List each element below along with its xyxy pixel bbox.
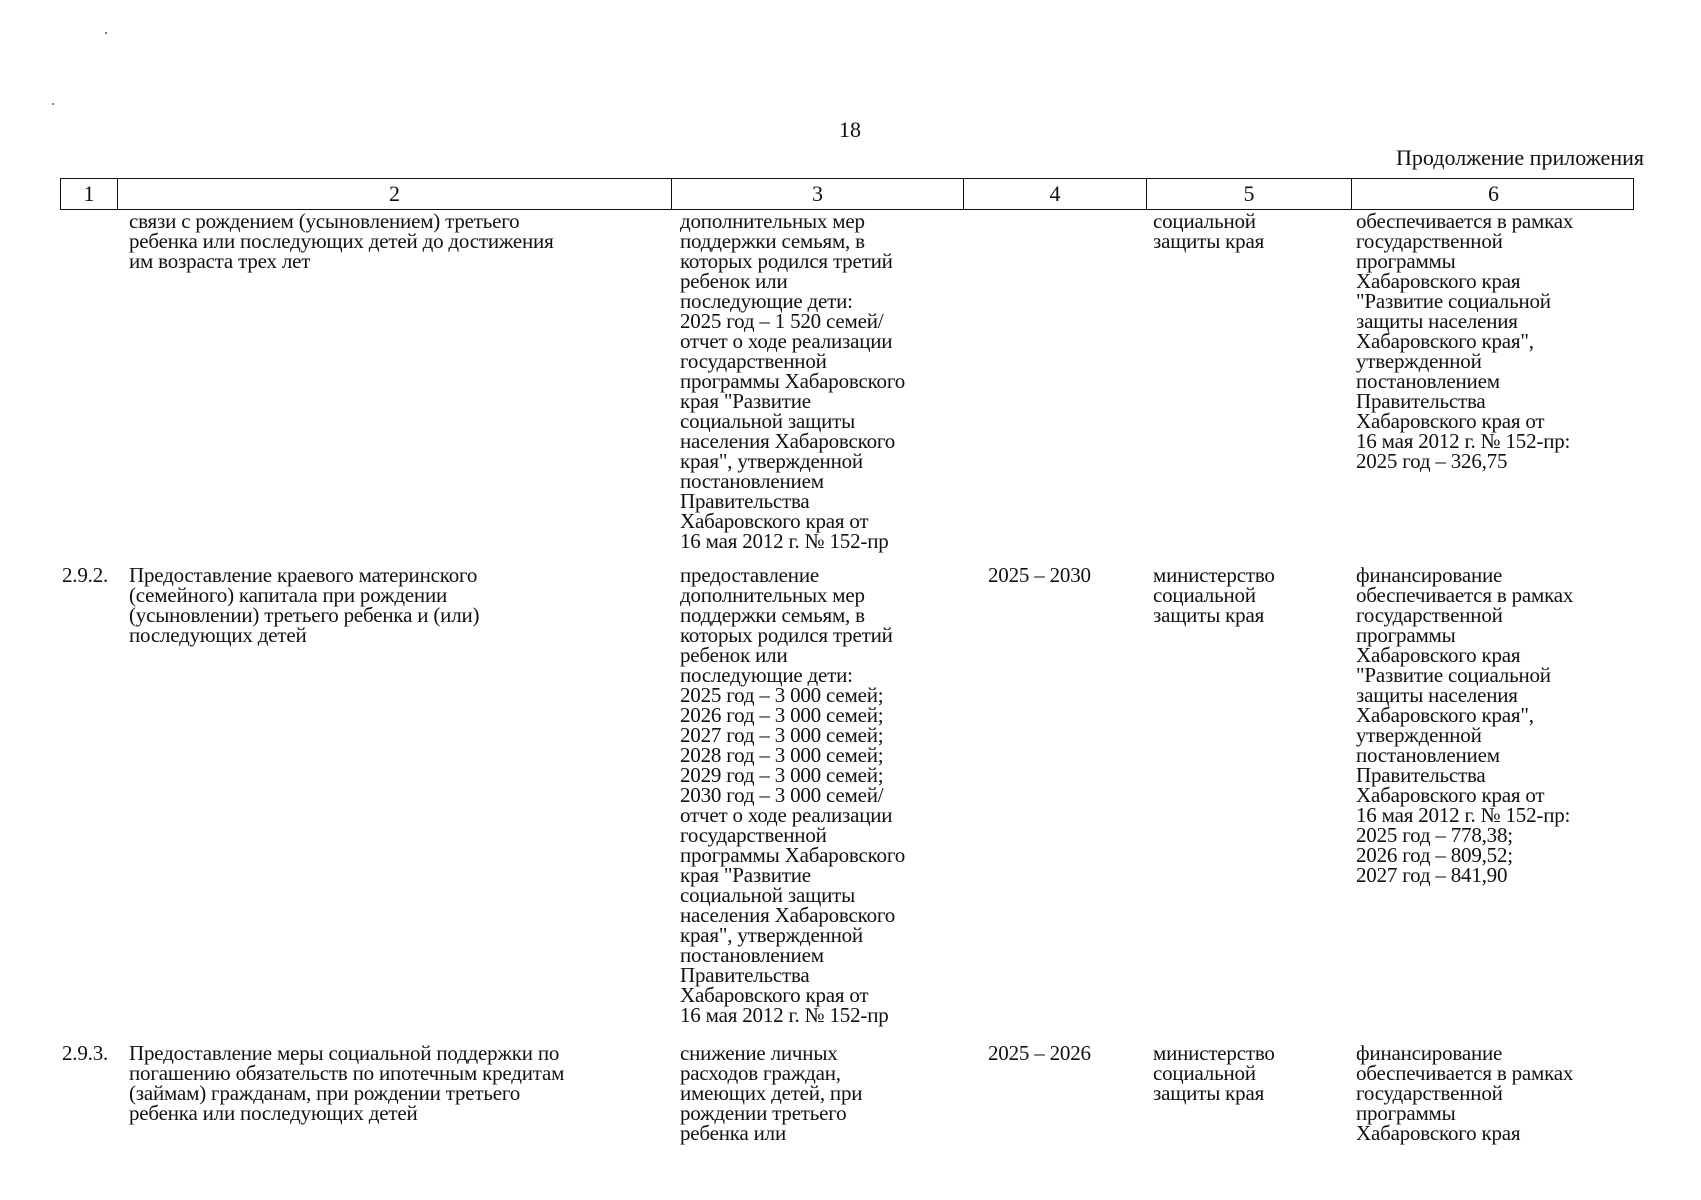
row-number-cell bbox=[62, 1043, 118, 1063]
expected-result-line: ребенок или bbox=[680, 643, 788, 667]
row-number-line: 2.9.3. bbox=[62, 1041, 109, 1065]
expected-result-cell bbox=[680, 565, 965, 1025]
financing-source-line: программы bbox=[1356, 249, 1456, 273]
financing-source-line: утвержденной bbox=[1356, 349, 1482, 373]
measure-name-line: (семейного) капитала при рождении bbox=[129, 583, 448, 607]
measure-name-line: связи с рождением (усыновлением) третьего bbox=[129, 209, 520, 233]
financing-source-line: Правительства bbox=[1356, 763, 1486, 787]
row-number-line: 2.9.2. bbox=[62, 563, 109, 587]
implementation-period-line: 2025 – 2030 bbox=[988, 563, 1091, 587]
expected-result-line: 2025 год – 1 520 семей/ bbox=[680, 309, 884, 333]
financing-source-line: защиты населения bbox=[1356, 683, 1518, 707]
implementation-period-line: 2025 – 2026 bbox=[988, 1041, 1091, 1065]
financing-source-line: Хабаровского края bbox=[1356, 1121, 1521, 1145]
responsible-executor-line: министерство bbox=[1153, 563, 1275, 587]
table-header-row bbox=[60, 178, 1634, 210]
responsible-executor-line: защиты края bbox=[1153, 1081, 1265, 1105]
expected-result-line: ребенок или bbox=[680, 269, 788, 293]
financing-source-line: финансирование bbox=[1356, 563, 1503, 587]
expected-result-line: ребенка или bbox=[680, 1121, 786, 1145]
financing-source-line: Хабаровского края от bbox=[1356, 783, 1545, 807]
responsible-executor-line: защиты края bbox=[1153, 603, 1265, 627]
expected-result-line: Правительства bbox=[680, 489, 810, 513]
financing-source-line: постановлением bbox=[1356, 743, 1500, 767]
financing-source-line: 2026 год – 809,52; bbox=[1356, 843, 1513, 867]
column-header-3: 3 bbox=[671, 179, 963, 209]
expected-result-line: имеющих детей, при bbox=[680, 1081, 863, 1105]
expected-result-line: государственной bbox=[680, 349, 827, 373]
continuation-label: Продолжение приложения bbox=[1396, 145, 1644, 170]
financing-source-line: Хабаровского края от bbox=[1356, 409, 1545, 433]
financing-source-line: обеспечивается в рамках bbox=[1356, 583, 1574, 607]
scan-speck bbox=[105, 32, 107, 34]
column-header-5: 5 bbox=[1146, 179, 1351, 209]
financing-source-line: 2025 год – 778,38; bbox=[1356, 823, 1513, 847]
expected-result-line: которых родился третий bbox=[680, 249, 893, 273]
expected-result-line: 2028 год – 3 000 семей; bbox=[680, 743, 884, 767]
expected-result-line: 2026 год – 3 000 семей; bbox=[680, 703, 884, 727]
financing-source-line: утвержденной bbox=[1356, 723, 1482, 747]
responsible-executor-cell bbox=[1153, 565, 1353, 625]
financing-source-cell bbox=[1356, 211, 1636, 471]
measure-name-line: погашению обязательств по ипотечным кредитам bbox=[129, 1061, 565, 1085]
expected-result-line: социальной защиты bbox=[680, 409, 855, 433]
financing-source-line: постановлением bbox=[1356, 369, 1500, 393]
expected-result-cell bbox=[680, 1043, 965, 1143]
expected-result-line: 2030 год – 3 000 семей/ bbox=[680, 783, 884, 807]
financing-source-cell bbox=[1356, 565, 1636, 885]
expected-result-line: края", утвержденной bbox=[680, 923, 863, 947]
column-header-4: 4 bbox=[963, 179, 1146, 209]
measure-name-line: Предоставление меры социальной поддержки по bbox=[129, 1041, 560, 1065]
measure-name-line: им возраста трех лет bbox=[129, 249, 311, 273]
financing-source-line: "Развитие социальной bbox=[1356, 289, 1551, 313]
expected-result-line: постановлением bbox=[680, 943, 824, 967]
responsible-executor-line: социальной bbox=[1153, 583, 1256, 607]
measure-name-cell bbox=[129, 565, 669, 645]
column-header-1: 1 bbox=[83, 181, 95, 206]
implementation-period-cell bbox=[988, 565, 1138, 585]
measure-name-line: последующих детей bbox=[129, 623, 307, 647]
expected-result-line: постановлением bbox=[680, 469, 824, 493]
expected-result-line: последующие дети: bbox=[680, 289, 853, 313]
financing-source-line: 16 мая 2012 г. № 152-пр: bbox=[1356, 803, 1571, 827]
financing-source-line: 2027 год – 841,90 bbox=[1356, 863, 1508, 887]
expected-result-line: снижение личных bbox=[680, 1041, 838, 1065]
expected-result-line: населения Хабаровского bbox=[680, 903, 896, 927]
measure-name-cell bbox=[129, 1043, 669, 1123]
measure-name-line: (усыновлении) третьего ребенка и (или) bbox=[129, 603, 480, 627]
measure-name-cell bbox=[129, 211, 669, 271]
financing-source-line: обеспечивается в рамках bbox=[1356, 209, 1574, 233]
expected-result-line: отчет о ходе реализации bbox=[680, 329, 893, 353]
financing-source-line: Хабаровского края bbox=[1356, 643, 1521, 667]
expected-result-line: 2029 год – 3 000 семей; bbox=[680, 763, 884, 787]
expected-result-line: 2027 год – 3 000 семей; bbox=[680, 723, 884, 747]
expected-result-line: 16 мая 2012 г. № 152-пр bbox=[680, 529, 889, 553]
financing-source-line: государственной bbox=[1356, 229, 1503, 253]
financing-source-line: "Развитие социальной bbox=[1356, 663, 1551, 687]
financing-source-line: Правительства bbox=[1356, 389, 1486, 413]
financing-source-line: 16 мая 2012 г. № 152-пр: bbox=[1356, 429, 1571, 453]
responsible-executor-cell bbox=[1153, 211, 1353, 251]
responsible-executor-line: министерство bbox=[1153, 1041, 1275, 1065]
financing-source-cell bbox=[1356, 1043, 1636, 1143]
expected-result-line: 2025 год – 3 000 семей; bbox=[680, 683, 884, 707]
expected-result-line: отчет о ходе реализации bbox=[680, 803, 893, 827]
column-header-2: 2 bbox=[117, 179, 671, 209]
expected-result-line: программы Хабаровского bbox=[680, 843, 906, 867]
row-number-cell bbox=[62, 565, 118, 585]
column-header-6: 6 bbox=[1351, 179, 1635, 209]
financing-source-line: государственной bbox=[1356, 1081, 1503, 1105]
scan-speck bbox=[52, 103, 54, 105]
financing-source-line: государственной bbox=[1356, 603, 1503, 627]
measure-name-line: (займам) гражданам, при рождении третьего bbox=[129, 1081, 521, 1105]
financing-source-line: защиты населения bbox=[1356, 309, 1518, 333]
financing-source-line: программы bbox=[1356, 1101, 1456, 1125]
expected-result-line: края "Развитие bbox=[680, 389, 811, 413]
expected-result-line: поддержки семьям, в bbox=[680, 603, 865, 627]
financing-source-line: Хабаровского края", bbox=[1356, 329, 1534, 353]
expected-result-line: края "Развитие bbox=[680, 863, 811, 887]
implementation-period-cell bbox=[988, 1043, 1138, 1063]
financing-source-line: программы bbox=[1356, 623, 1456, 647]
expected-result-line: дополнительных мер bbox=[680, 583, 865, 607]
financing-source-line: 2025 год – 326,75 bbox=[1356, 449, 1508, 473]
expected-result-line: последующие дети: bbox=[680, 663, 853, 687]
expected-result-line: дополнительных мер bbox=[680, 209, 865, 233]
financing-source-line: Хабаровского края bbox=[1356, 269, 1521, 293]
expected-result-line: социальной защиты bbox=[680, 883, 855, 907]
responsible-executor-cell bbox=[1153, 1043, 1353, 1103]
expected-result-line: программы Хабаровского bbox=[680, 369, 906, 393]
expected-result-line: Хабаровского края от bbox=[680, 509, 869, 533]
expected-result-line: поддержки семьям, в bbox=[680, 229, 865, 253]
expected-result-line: 16 мая 2012 г. № 152-пр bbox=[680, 1003, 889, 1027]
financing-source-line: обеспечивается в рамках bbox=[1356, 1061, 1574, 1085]
measure-name-line: ребенка или последующих детей bbox=[129, 1101, 418, 1125]
expected-result-line: государственной bbox=[680, 823, 827, 847]
responsible-executor-line: социальной bbox=[1153, 209, 1256, 233]
expected-result-line: населения Хабаровского bbox=[680, 429, 896, 453]
expected-result-line: рождении третьего bbox=[680, 1101, 847, 1125]
expected-result-line: предоставление bbox=[680, 563, 820, 587]
measure-name-line: Предоставление краевого материнского bbox=[129, 563, 478, 587]
responsible-executor-line: социальной bbox=[1153, 1061, 1256, 1085]
expected-result-line: которых родился третий bbox=[680, 623, 893, 647]
expected-result-line: края", утвержденной bbox=[680, 449, 863, 473]
expected-result-line: расходов граждан, bbox=[680, 1061, 841, 1085]
responsible-executor-line: защиты края bbox=[1153, 229, 1265, 253]
financing-source-line: финансирование bbox=[1356, 1041, 1503, 1065]
measure-name-line: ребенка или последующих детей до достижения bbox=[129, 229, 554, 253]
financing-source-line: Хабаровского края", bbox=[1356, 703, 1534, 727]
expected-result-line: Правительства bbox=[680, 963, 810, 987]
page-number: 18 bbox=[839, 117, 861, 142]
expected-result-cell bbox=[680, 211, 965, 551]
expected-result-line: Хабаровского края от bbox=[680, 983, 869, 1007]
